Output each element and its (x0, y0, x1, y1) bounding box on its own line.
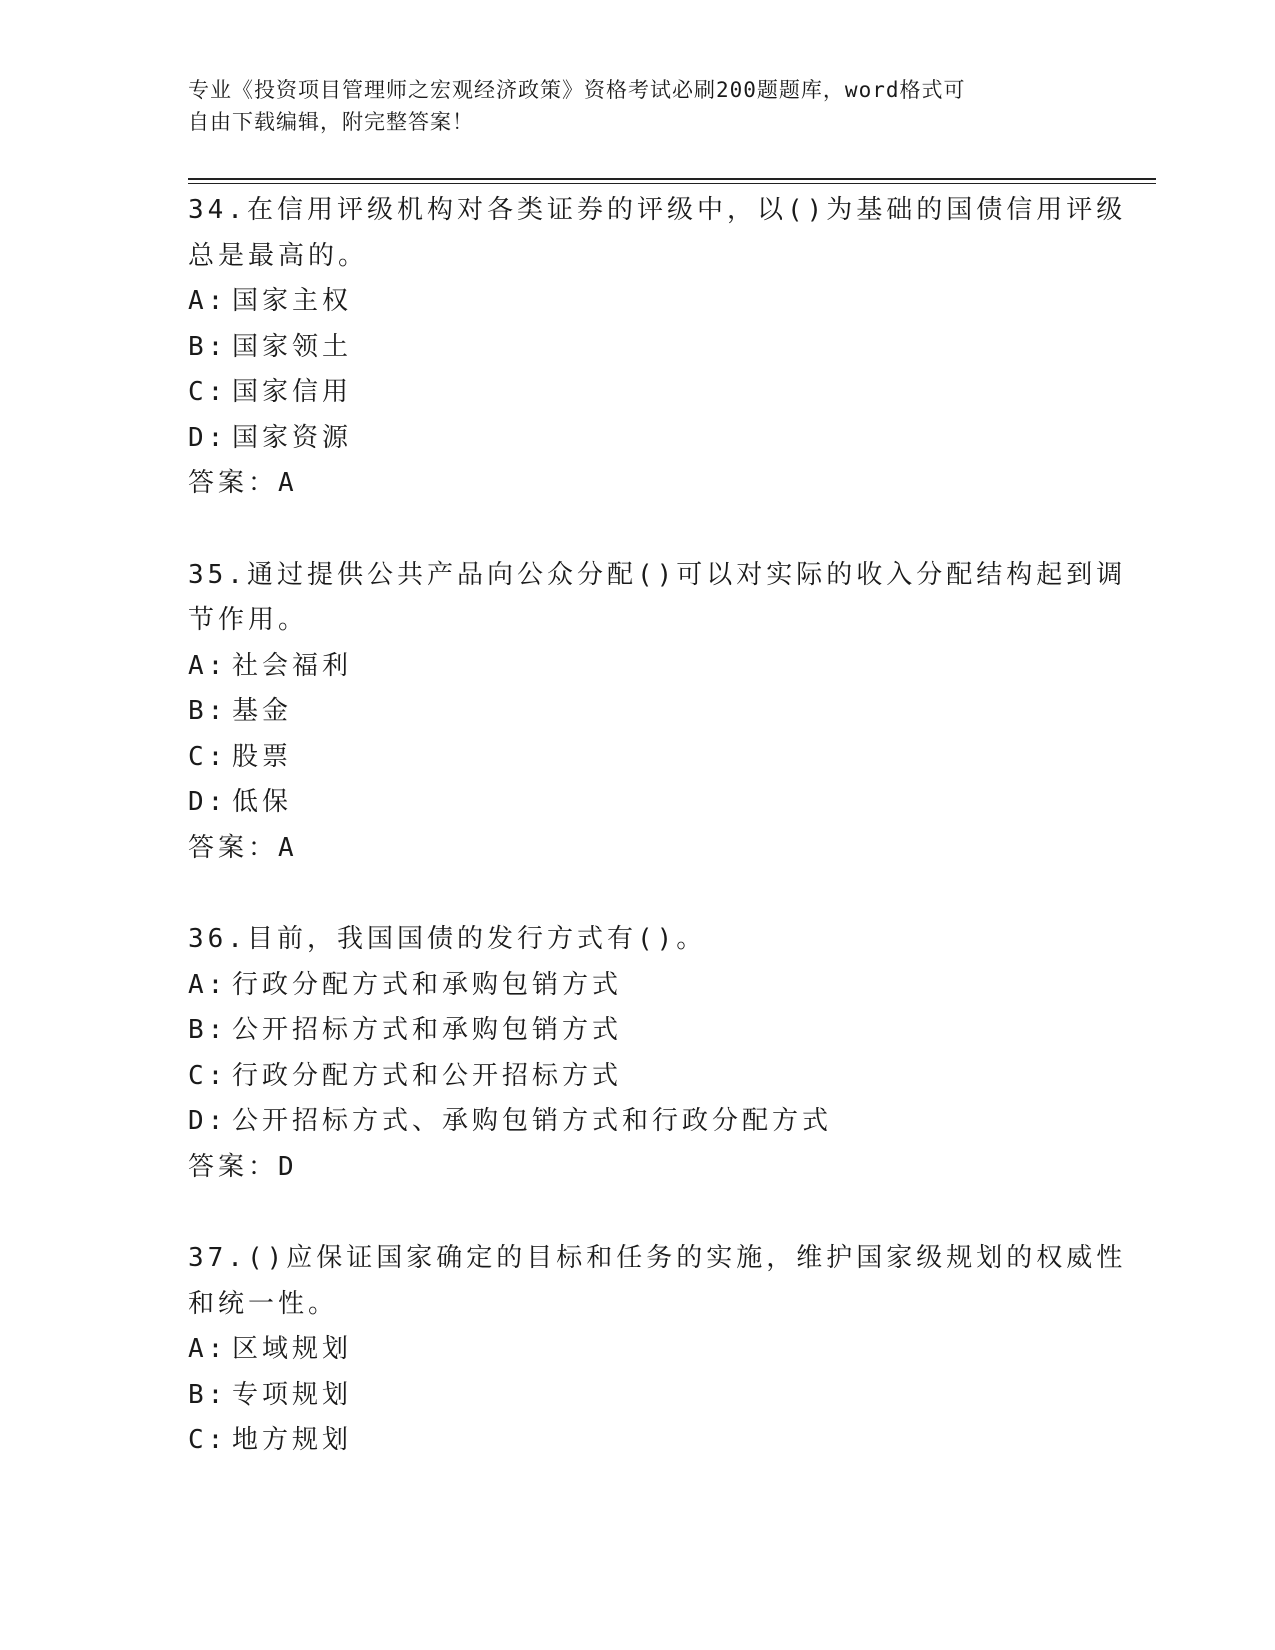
option-text: 公开招标方式、承购包销方式和行政分配方式 (232, 1106, 833, 1136)
question-list (188, 188, 1127, 1510)
option-b (188, 689, 1088, 735)
answer-line: 答案：A (188, 468, 298, 498)
answer-line: 答案：D (188, 1151, 298, 1182)
question-text-line: 节作用。 (188, 605, 309, 635)
option-b (188, 325, 1088, 371)
header-line-1: 专业《投资项目管理师之宏观经济政策》资格考试必刷200题题库，word格式可 (188, 78, 966, 102)
option-letter: B: (188, 331, 228, 362)
document-header (188, 74, 1088, 138)
option-text: 国家资源 (232, 422, 353, 453)
question-text-line: 和统一性。 (188, 1288, 339, 1319)
option-text: 行政分配方式和公开招标方式 (232, 1060, 623, 1091)
option-a (188, 644, 1088, 690)
option-text: 区域规划 (232, 1334, 353, 1364)
option-letter: A: (188, 650, 228, 681)
question-text-line: 36.目前，我国国债的发行方式有()。 (188, 924, 707, 954)
question-35 (188, 553, 1127, 872)
option-text: 基金 (232, 696, 293, 726)
option-letter: B: (188, 1379, 228, 1410)
question-text-line: 34.在信用评级机构对各类证券的评级中，以()为基础的国债信用评级 (188, 195, 1127, 225)
option-text: 股票 (232, 741, 293, 772)
question-text-line: 37.()应保证国家确定的目标和任务的实施，维护国家级规划的权威性 (188, 1243, 1127, 1273)
header-line-2: 自由下载编辑，附完整答案！ (188, 110, 474, 134)
option-letter: A: (188, 1334, 228, 1364)
option-b (188, 1008, 1088, 1054)
option-a (188, 1327, 1088, 1373)
option-c (188, 735, 1088, 781)
option-a (188, 279, 1088, 325)
option-letter: C: (188, 1060, 228, 1091)
option-letter: D: (188, 787, 228, 817)
option-letter: C: (188, 377, 228, 407)
option-letter: B: (188, 1015, 228, 1045)
option-letter: D: (188, 1106, 228, 1136)
option-letter: D: (188, 422, 228, 453)
question-text-line: 35.通过提供公共产品向公众分配()可以对实际的收入分配结构起到调 (188, 559, 1127, 590)
option-letter: C: (188, 741, 228, 772)
option-d (188, 780, 1088, 826)
header-divider-thick (188, 178, 1156, 180)
question-36 (188, 917, 1088, 1190)
option-letter: C: (188, 1425, 228, 1455)
option-text: 行政分配方式和承购包销方式 (232, 969, 623, 1000)
option-c (188, 1054, 1088, 1100)
option-b (188, 1373, 1088, 1419)
question-37 (188, 1236, 1127, 1464)
option-text: 社会福利 (232, 650, 353, 681)
option-text: 国家信用 (232, 377, 353, 407)
option-c (188, 1418, 1088, 1464)
option-letter: B: (188, 696, 228, 726)
option-text: 国家主权 (232, 286, 353, 316)
option-text: 公开招标方式和承购包销方式 (232, 1015, 623, 1045)
option-text: 国家领土 (232, 331, 353, 362)
option-text: 专项规划 (232, 1379, 353, 1410)
option-text: 低保 (232, 787, 293, 817)
option-text: 地方规划 (232, 1425, 353, 1455)
question-text-line: 总是最高的。 (188, 240, 369, 271)
option-letter: A: (188, 286, 228, 316)
option-d (188, 416, 1088, 462)
option-d (188, 1099, 1088, 1145)
option-c (188, 370, 1088, 416)
answer-line: 答案：A (188, 832, 298, 863)
question-34 (188, 188, 1127, 507)
option-a (188, 963, 1088, 1009)
header-divider-thin (188, 183, 1156, 184)
option-letter: A: (188, 969, 228, 1000)
